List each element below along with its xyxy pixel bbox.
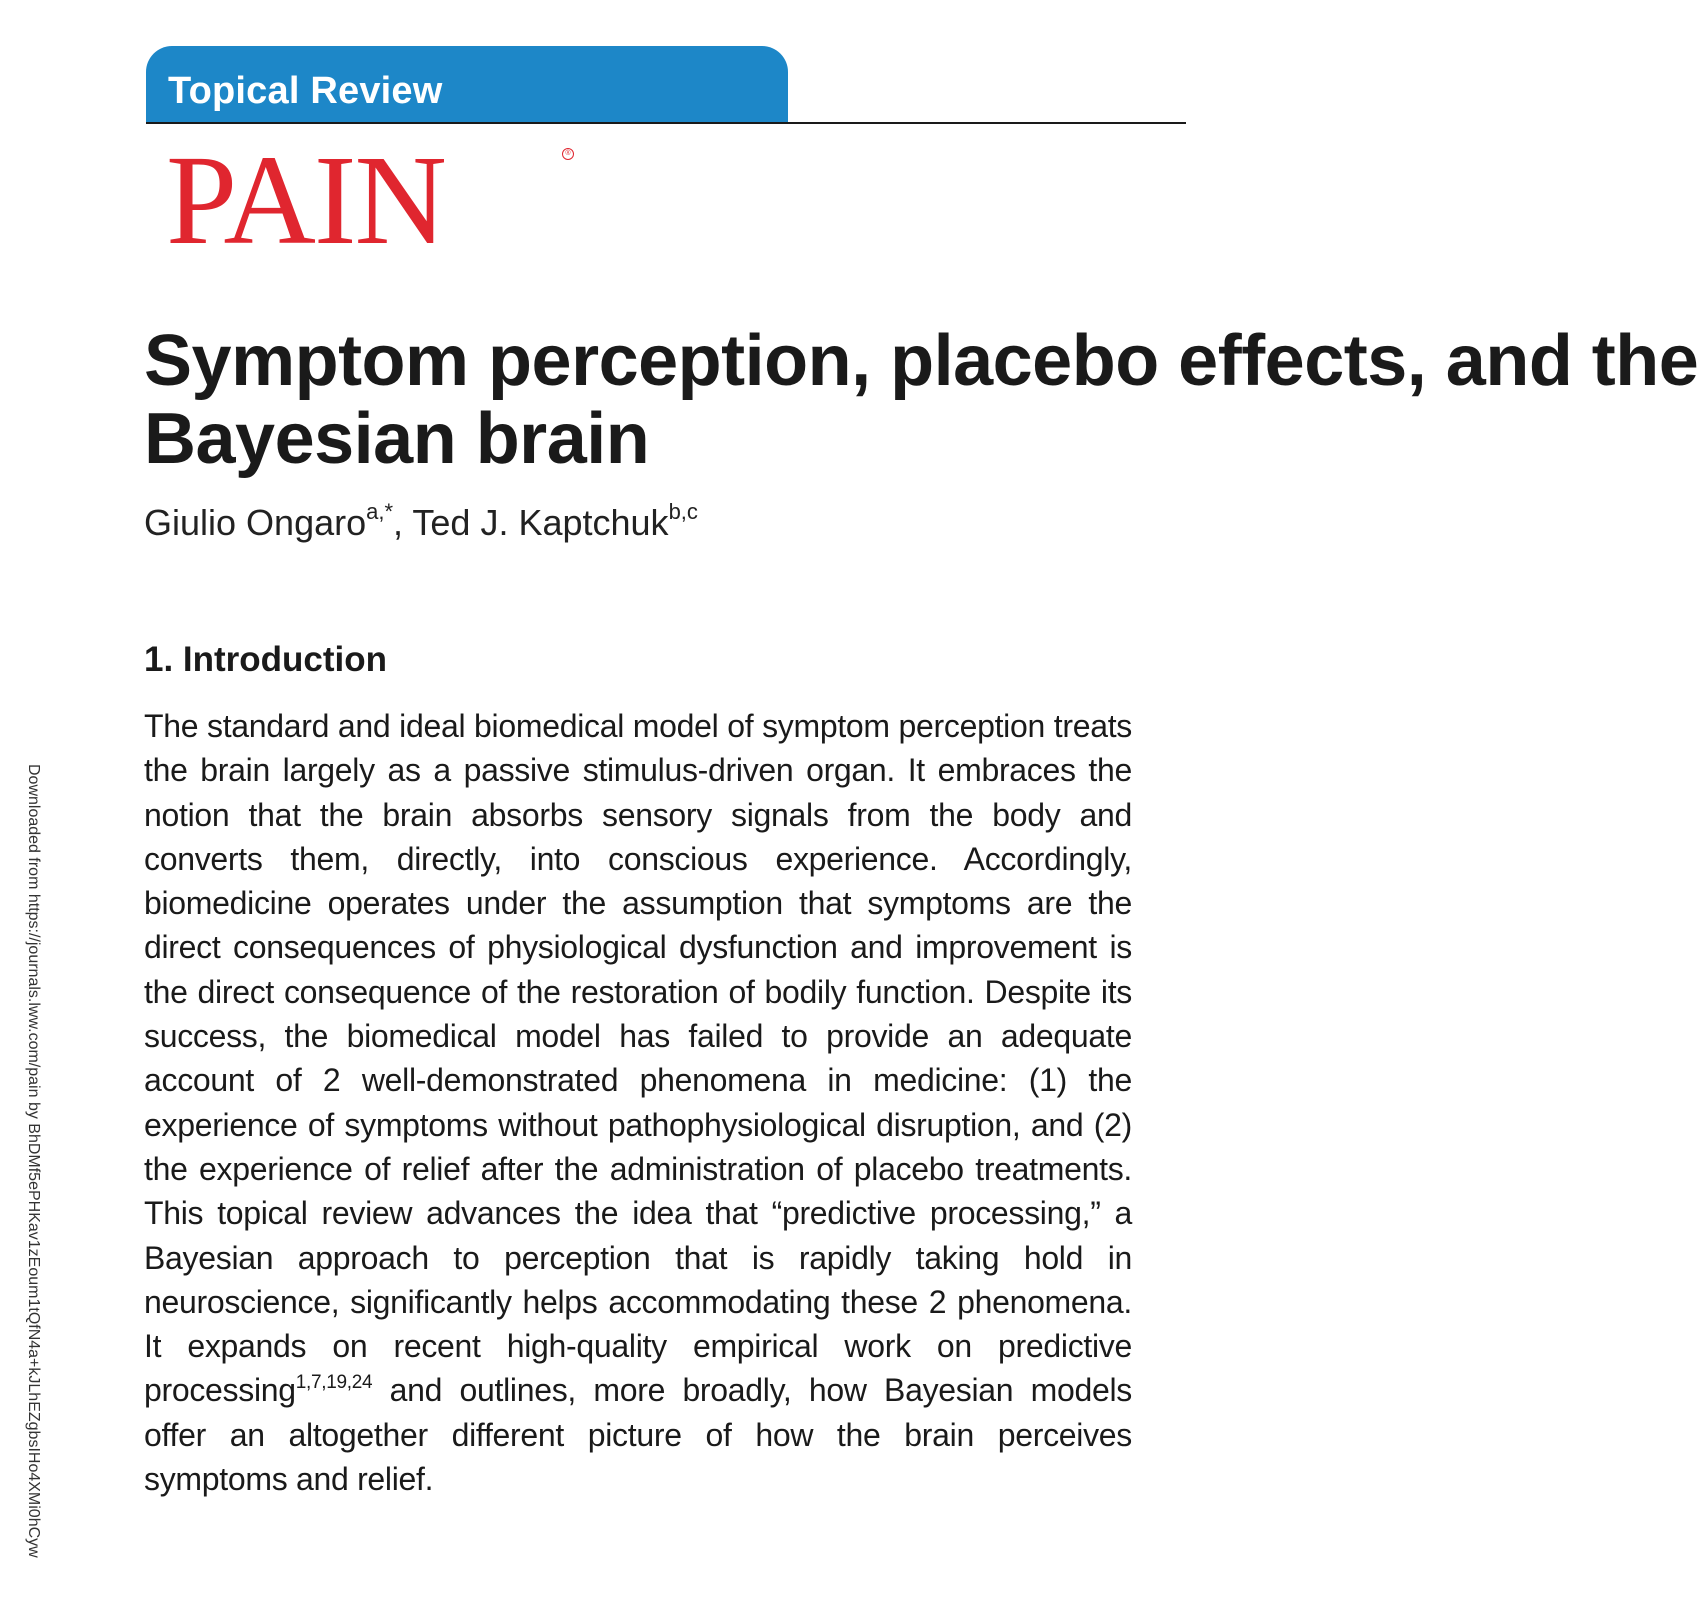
author-name[interactable]: Giulio Ongaro [144, 502, 367, 543]
paragraph-text-continued: and outlines, more broadly, how Bayesian models offer an altogether different picture of how the brain perceives symptoms and relief. [144, 1372, 1132, 1498]
header-rule [146, 122, 1186, 124]
title-line-1: Symptom perception, placebo effects, and the [144, 321, 1698, 401]
title-line-2: Bayesian brain [144, 399, 650, 479]
body-paragraph [144, 704, 1132, 1501]
author-list [144, 499, 698, 544]
article-title [144, 321, 1698, 479]
section-heading: 1. Introduction [144, 640, 388, 679]
section-tab [146, 46, 788, 124]
download-watermark [20, 764, 44, 1600]
author-affiliation[interactable]: b,c [668, 499, 698, 524]
journal-logo[interactable]: PAIN [166, 129, 445, 271]
section-label: Topical Review [168, 70, 443, 112]
download-watermark-text: Downloaded from https://journals.lww.com/pain by BhDMf5ePHKav1zEoum1tQfN4a+kJLhEZgbsIHo4XMi0hCyw [25, 764, 42, 1558]
author-affiliation[interactable]: a,* [366, 499, 394, 524]
registered-mark: ® [562, 148, 574, 160]
reference-citation[interactable]: 1,7,19,24 [295, 1372, 373, 1394]
paragraph-text: The standard and ideal biomedical model of symptom perception treats the brain largely as a passive stimulus-driven organ. It embraces the notion that the brain absorbs sensory signals from the body and converts them, directly, into conscious experience. Accordingly, biomedicine operates under the assumption that symptoms are the direct consequences of physiological dysfunction and improvement is the direct consequence of the restoration of bodily function. Despite its success, the biomedical model has failed to provide an adequate account of 2 well-demonstrated phenomena in medicine: (1) the experience of symptoms without pathophysiological disruption, and (2) the experience of relief after the administration of placebo treatments. This topical review advances the idea that “predictive processing,” a Bayesian approach to perception that is rapidly taking hold in neuroscience, significantly helps accommodating these 2 phenomena. It expands on recent high-quality empirical work on predictive processing [144, 708, 1132, 1409]
author-separator: , [393, 502, 413, 543]
author-name[interactable]: Ted J. Kaptchuk [412, 502, 669, 543]
